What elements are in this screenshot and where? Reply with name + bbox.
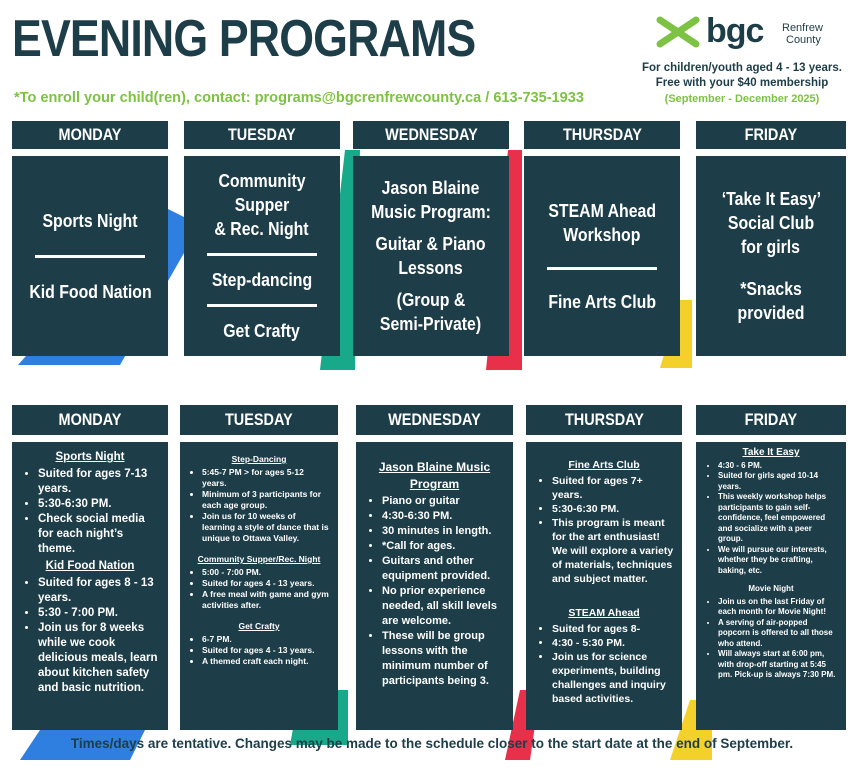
top-thursday-a1: STEAM Ahead bbox=[548, 200, 656, 221]
detail-box-friday bbox=[696, 442, 846, 730]
monday-sports-night-heading: Sports Night bbox=[55, 451, 125, 463]
detail-box-tuesday bbox=[180, 442, 338, 730]
detail-box-monday bbox=[12, 442, 168, 730]
list-item: • Suited for ages 7+ years. bbox=[552, 474, 674, 502]
divider bbox=[207, 304, 317, 307]
list-item: • Suited for ages 8- bbox=[552, 622, 674, 636]
audience-line-2: Free with your $40 membership bbox=[655, 77, 829, 89]
top-box-tuesday bbox=[184, 156, 340, 356]
logo-wordmark: bgc bbox=[706, 12, 764, 50]
audience-line-1: For children/youth aged 4 - 13 years. bbox=[641, 62, 843, 74]
bgc-logo-icon bbox=[652, 12, 704, 52]
list-item: • A serving of air-popped popcorn is offered to all those who attend. bbox=[718, 618, 838, 650]
friday-movie-night-heading: Movie Night bbox=[748, 584, 794, 593]
top-box-friday bbox=[696, 156, 846, 356]
wednesday-music-list bbox=[364, 494, 505, 689]
top-wednesday-l5: (Group & bbox=[396, 290, 466, 310]
tuesday-community-supper-heading: Community Supper/Rec. Night bbox=[197, 554, 321, 564]
top-wednesday-l3: Guitar & Piano bbox=[375, 234, 486, 254]
footer-note: Times/days are tentative. Changes may be made to the schedule closer to the start date at the end of September. bbox=[70, 736, 794, 751]
top-tuesday-b: Step-dancing bbox=[211, 270, 313, 290]
list-item: • *Call for ages. bbox=[382, 539, 505, 554]
list-item: • 5:30-6:30 PM. bbox=[38, 497, 160, 512]
logo-sub-county: County bbox=[786, 34, 821, 46]
thursday-fine-arts-list bbox=[534, 474, 674, 586]
top-friday-l1: ‘Take It Easy’ bbox=[721, 189, 821, 209]
list-item: • 4:30 - 6 PM. bbox=[718, 461, 838, 472]
list-item: • Suited for ages 8 - 13 years. bbox=[38, 576, 160, 606]
top-monday-b: Kid Food Nation bbox=[28, 281, 152, 302]
friday-take-it-easy-heading: Take It Easy bbox=[742, 447, 800, 458]
list-item: • We will pursue our interests, whether they be crafting, baking, etc. bbox=[718, 545, 838, 577]
list-item: • These will be group lessons with the minimum number of participants being 3. bbox=[382, 629, 505, 689]
top-friday-l4: *Snacks bbox=[740, 279, 802, 299]
top-box-wednesday bbox=[353, 156, 509, 356]
list-item: • Piano or guitar bbox=[382, 494, 505, 509]
list-item: • This weekly workshop helps participants to gain self-confidence, feel empowered and socialize with a peer group. bbox=[718, 492, 838, 545]
list-item: • 4:30 - 5:30 PM. bbox=[552, 636, 674, 650]
top-friday-l2: Social Club bbox=[727, 213, 815, 233]
detail-box-thursday bbox=[526, 442, 682, 730]
bottom-header-thursday: THURSDAY bbox=[526, 405, 682, 435]
friday-take-it-easy-list bbox=[704, 461, 838, 577]
list-item: • A free meal with game and gym activities after. bbox=[202, 589, 330, 611]
list-item: • Join us for 10 weeks of learning a style of dance that is unique to Ottawa Valley. bbox=[202, 511, 330, 544]
list-item: • Suited for ages 4 - 13 years. bbox=[202, 645, 330, 656]
list-item: • Suited for girls aged 10-14 years. bbox=[718, 471, 838, 492]
monday-sports-night-list bbox=[20, 467, 160, 557]
top-header-wednesday: WEDNESDAY bbox=[353, 121, 509, 149]
divider bbox=[207, 253, 317, 256]
list-item: • 5:30 - 7:00 PM. bbox=[38, 606, 160, 621]
top-header-monday: MONDAY bbox=[12, 121, 168, 149]
list-item: • Suited for ages 7-13 years. bbox=[38, 467, 160, 497]
top-tuesday-a1: Community Supper bbox=[218, 171, 306, 215]
list-item: • Join us for 8 weeks while we cook delicious meals, learn about kitchen safety and basic nutrition. bbox=[38, 621, 160, 696]
tuesday-get-crafty-list bbox=[188, 634, 330, 667]
divider bbox=[547, 267, 657, 270]
top-monday-a: Sports Night bbox=[42, 210, 138, 231]
top-tuesday-c: Get Crafty bbox=[223, 321, 301, 341]
top-header-thursday: THURSDAY bbox=[524, 121, 680, 149]
logo-subtitle bbox=[782, 22, 823, 46]
thursday-steam-ahead-heading: STEAM Ahead bbox=[568, 607, 640, 619]
list-item: • Guitars and other equipment provided. bbox=[382, 554, 505, 584]
list-item: • 4:30-6:30 PM. bbox=[382, 509, 505, 524]
friday-movie-night-list bbox=[704, 597, 838, 681]
list-item: • 5:30-6:30 PM. bbox=[552, 502, 674, 516]
tuesday-get-crafty-heading: Get Crafty bbox=[238, 621, 280, 631]
top-header-tuesday: TUESDAY bbox=[184, 121, 340, 149]
tuesday-step-dancing-heading: Step-Dancing bbox=[231, 454, 287, 464]
monday-kid-food-nation-heading: Kid Food Nation bbox=[45, 560, 135, 572]
list-item: • Will always start at 6:00 pm, with drop-off starting at 5:45 pm. Pick-up is always 7:30 PM. bbox=[718, 649, 838, 681]
list-item: • 6-7 PM. bbox=[202, 634, 330, 645]
audience-line-3: (September - December 2025) bbox=[664, 93, 820, 105]
top-friday-l5: provided bbox=[737, 303, 805, 323]
list-item: • Minimum of 3 participants for each age group. bbox=[202, 489, 330, 511]
top-wednesday-l6: Semi-Private) bbox=[380, 314, 482, 334]
list-item: • Suited for ages 4 - 13 years. bbox=[202, 578, 330, 589]
list-item: • 5:45-7 PM > for ages 5-12 years. bbox=[202, 467, 330, 489]
top-header-friday: FRIDAY bbox=[696, 121, 846, 149]
list-item: • No prior experience needed, all skill levels are welcome. bbox=[382, 584, 505, 629]
tuesday-step-dancing-list bbox=[188, 467, 330, 544]
tuesday-community-supper-list bbox=[188, 567, 330, 611]
top-wednesday-l2: Music Program: bbox=[371, 202, 491, 222]
wednesday-music-heading-1: Jason Blaine Music bbox=[378, 460, 491, 474]
top-thursday-b: Fine Arts Club bbox=[548, 291, 656, 312]
list-item: • 30 minutes in length. bbox=[382, 524, 505, 539]
bottom-header-friday: FRIDAY bbox=[696, 405, 846, 435]
thursday-steam-ahead-list bbox=[534, 622, 674, 706]
enroll-contact: *To enroll your child(ren), contact: programs@bgcrenfrewcounty.ca / 613-735-1933 bbox=[14, 89, 584, 106]
list-item: • Join us on the last Friday of each month for Movie Night! bbox=[718, 597, 838, 618]
top-box-monday bbox=[12, 156, 168, 356]
logo-sub-renfrew: Renfrew bbox=[782, 22, 823, 34]
page-title: EVENING PROGRAMS bbox=[12, 10, 476, 68]
detail-box-wednesday bbox=[356, 442, 513, 730]
thursday-fine-arts-heading: Fine Arts Club bbox=[568, 459, 640, 471]
bottom-header-monday: MONDAY bbox=[12, 405, 168, 435]
top-friday-l3: for girls bbox=[741, 237, 801, 257]
list-item: • Join us for science experiments, building challenges and inquiry based activities. bbox=[552, 650, 674, 706]
list-item: • A themed craft each night. bbox=[202, 656, 330, 667]
bottom-header-tuesday: TUESDAY bbox=[180, 405, 338, 435]
top-box-thursday bbox=[524, 156, 680, 356]
list-item: • 5:00 - 7:00 PM. bbox=[202, 567, 330, 578]
top-wednesday-l1: Jason Blaine bbox=[382, 178, 480, 198]
wednesday-music-heading-2: Program bbox=[409, 477, 460, 491]
monday-kid-food-nation-list bbox=[20, 576, 160, 696]
divider bbox=[35, 255, 145, 258]
list-item: • This program is meant for the art enthusiast! We will explore a variety of materials, techniques and subject matter. bbox=[552, 516, 674, 586]
top-thursday-a2: Workshop bbox=[563, 224, 641, 245]
top-tuesday-a2: & Rec. Night bbox=[214, 219, 310, 239]
top-wednesday-l4: Lessons bbox=[398, 258, 464, 278]
list-item: • Check social media for each night’s theme. bbox=[38, 512, 160, 557]
bottom-header-wednesday: WEDNESDAY bbox=[356, 405, 513, 435]
